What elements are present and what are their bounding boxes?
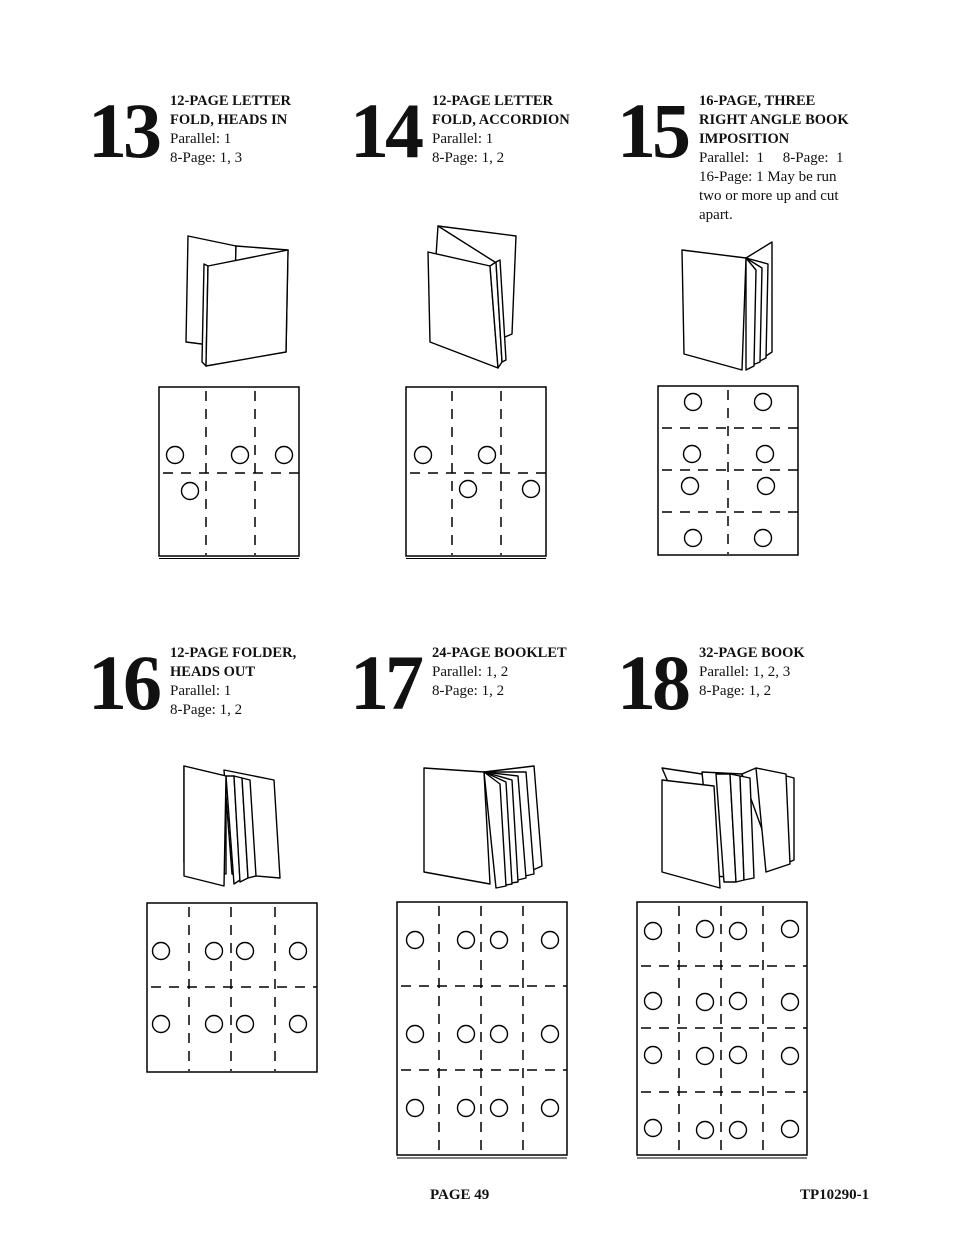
- section-detail: Parallel: 1: [432, 131, 494, 147]
- section-title: IMPOSITION: [699, 131, 790, 147]
- section-detail: Parallel: 1: [170, 683, 232, 699]
- fold-illustration-13: [178, 230, 298, 375]
- layout-diagram-13: [157, 385, 303, 561]
- section-info: [170, 644, 362, 720]
- document-id: TP10290-1: [800, 1187, 870, 1203]
- section-detail: 8-Page: 1, 2: [170, 702, 243, 718]
- fold-illustration-15: [676, 236, 776, 376]
- section-title: 32-PAGE BOOK: [699, 645, 805, 661]
- section-detail: apart.: [699, 207, 733, 223]
- section-title: 12-PAGE FOLDER,: [170, 645, 297, 661]
- section-title: 12-PAGE LETTER: [432, 93, 553, 109]
- section-title: 24-PAGE BOOKLET: [432, 645, 567, 661]
- section-title: HEADS OUT: [170, 664, 256, 680]
- layout-diagram-18: [635, 900, 811, 1162]
- layout-diagram-14: [404, 385, 550, 561]
- section-title: 12-PAGE LETTER: [170, 93, 291, 109]
- section-detail: Parallel: 1 8-Page: 1: [699, 150, 844, 166]
- section-number: 15: [617, 87, 687, 174]
- section-number: 16: [88, 639, 158, 726]
- fold-illustration-14: [420, 222, 530, 372]
- layout-diagram-15: [656, 384, 802, 560]
- section-detail: 8-Page: 1, 2: [432, 683, 505, 699]
- fold-illustration-18: [656, 760, 801, 890]
- section-detail: 16-Page: 1 May be run: [699, 169, 837, 185]
- fold-illustration-16: [176, 756, 286, 891]
- section-detail: 8-Page: 1, 2: [699, 683, 772, 699]
- section-number: 13: [88, 87, 158, 174]
- section-detail: Parallel: 1, 2, 3: [699, 664, 791, 680]
- section-detail: 8-Page: 1, 2: [432, 150, 505, 166]
- page-number: PAGE 49: [430, 1187, 490, 1203]
- section-detail: two or more up and cut: [699, 188, 839, 204]
- section-detail: 8-Page: 1, 3: [170, 150, 243, 166]
- section-title: FOLD, ACCORDION: [432, 112, 570, 128]
- section-title: FOLD, HEADS IN: [170, 112, 288, 128]
- section-info: [699, 644, 891, 701]
- section-detail: Parallel: 1: [170, 131, 232, 147]
- section-title: 16-PAGE, THREE: [699, 93, 816, 109]
- layout-diagram-16: [145, 901, 321, 1077]
- section-detail: Parallel: 1, 2: [432, 664, 509, 680]
- section-number: 18: [617, 639, 687, 726]
- section-info: [432, 92, 624, 168]
- fold-illustration-17: [418, 762, 548, 892]
- section-info: [170, 92, 362, 168]
- section-number: 17: [350, 639, 420, 726]
- layout-diagram-17: [395, 900, 571, 1162]
- section-title: RIGHT ANGLE BOOK: [699, 112, 849, 128]
- section-number: 14: [350, 87, 420, 174]
- section-info: [699, 92, 891, 225]
- section-info: [432, 644, 624, 701]
